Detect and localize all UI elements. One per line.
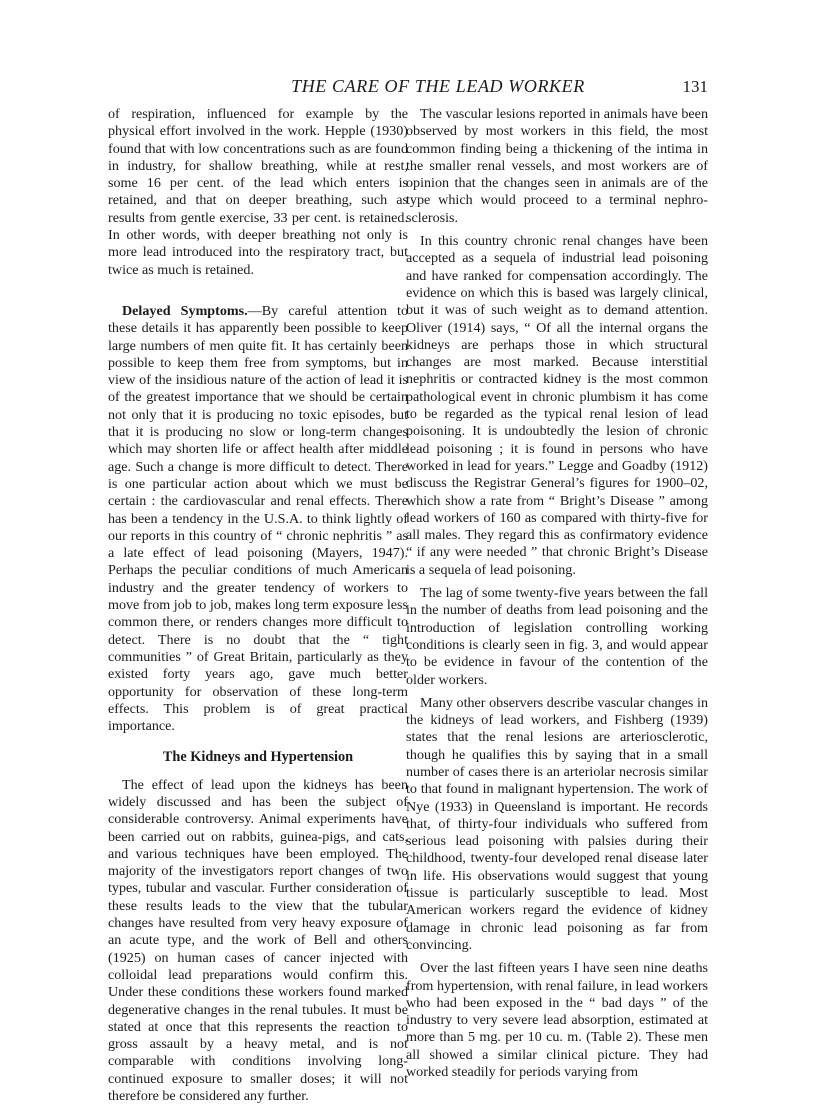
paragraph-gap [108, 289, 408, 303]
paragraph-chronic-renal-changes: In this country chronic renal changes have been accepted as a sequela of industrial lead poisoning and have ranked for compensation accordingly. The evidence on which this is based was largely clinical, but it was of such weight as to demand attention. Oliver (1914) says, “ Of all the internal organs the kidneys are perhaps those in which structural changes are most marked. Because interstitial nephritis or contracted kidney is the most common pathological event in chronic plumbism it has come to be regarded as the typical renal lesion of lead poisoning. It is undoubtedly the lesion of chronic lead poisoning ; it is found in persons who have worked in lead for years.” Legge and Goadby (1912) discuss the Registrar General’s figures for 1900–02, which show a rate from “ Bright’s Disease ” among lead workers of 160 as compared with thirty-five for all males. They regard this as confirmatory evidence “ if any were needed ” that chronic Bright’s Disease is a sequela of lead poisoning. [406, 233, 708, 578]
paragraph-nine-deaths: Over the last fifteen years I have seen nine deaths from hypertension, with renal failure, in lead workers who had been exposed in the “ bad days ” of the industry to very severe lead absorption, estimated at more than 5 mg. per 10 cu. m. (Table 2). These men all showed a similar clinical picture. They had worked steadily for periods varying from [406, 960, 708, 1081]
delayed-symptoms-text: —By careful attention to these details it has apparently been possible to keep large numbers of men quite fit. It has certainly been possible to keep them free from symptoms, but in view of the insidious nature of the action of lead it is of the greatest importance that we should be certain not only that it is producing no toxic episodes, but that it is producing no slow or long-term changes which may shorten life or affect health after middle age. Such a change is more difficult to detect. There is one particular action about which we must be certain : the cardiovascular and renal effects. There has been a tendency in the U.S.A. to think lightly of our reports in this country of “ chronic nephritis ” as a late effect of lead poisoning (Mayers, 1947). Perhaps the peculiar conditions of much American industry and the greater tendency of workers to move from job to job, makes long term exposure less common there, or renders changes more difficult to detect. There is no doubt that the “ tight communities ” of Great Britain, particularly as they existed forty years ago, gave much better opportunity for observation of these long-term effects. This problem is of great practical importance. [108, 302, 408, 735]
run-in-heading-delayed-symptoms: Delayed Symptoms. [122, 302, 248, 319]
left-column [108, 106, 408, 1115]
paragraph-vascular-lesions: The vascular lesions reported in animals have been observed by most workers in this field, the most common finding being a thickening of the intima in the smaller renal vessels, and most workers are of opinion that the changes seen in animals are of the type which would proceed to a terminal nephro-sclerosis. [406, 106, 708, 226]
paragraph-kidneys-effect: The effect of lead upon the kidneys has been widely discussed and has been the subject of considerable controversy. Animal experiments have been carried out on rabbits, guinea-pigs, and cats, and various techniques have been employed. The majority of the investigators report changes of two types, tubular and vascular. Further consideration of these results leads to the view that the tubular changes have resulted from very heavy exposure of an acute type, and the work of Bell and others (1925) on human cases of cancer injected with colloidal lead preparations would confirm this. Under these conditions these workers found marked degenerative changes in the renal tubules. It must be stated at once that this represents the reaction to gross assault by a heavy metal, and is not comparable with conditions involving long-continued exposure to smaller doses; it will not therefore be considered any further. [108, 776, 408, 1105]
paragraph-respiration: of respiration, influenced for example by the physical effort involved in the work. Hepple (1930) found that with low concentrations such as are found in industry, for shallow breathing, while at rest, some 16 per cent. of the lead which enters is retained, and that on deeper breathing, such as results from gentle exercise, 33 per cent. is retained. In other words, with deeper breathing not only is more lead introduced into the respiratory tract, but twice as much is retained. [108, 106, 408, 278]
paragraph-lag: The lag of some twenty-five years between the fall in the number of deaths from lead poisoning and the introduction of legislation controlling working conditions is clearly seen in fig. 3, and would appear to be evidence in favour of the contention of the older workers. [406, 585, 708, 688]
page-number: 131 [682, 77, 708, 96]
right-column [406, 106, 708, 1087]
running-title: THE CARE OF THE LEAD WORKER [291, 76, 585, 96]
paragraph-other-observers: Many other observers describe vascular changes in the kidneys of lead workers, and Fishberg (1939) states that the renal lesions are arteriosclerotic, though he qualifies this by saying that in a small number of cases there is an arteriolar necrosis similar to that found in malignant hypertension. The work of Nye (1933) in Queensland is important. He records that, of thirty-four individuals who suffered from serious lead poisoning with palsies during their childhood, twenty-four developed renal disease later in life. His observations would suggest that young tissue is particularly susceptible to lead. Most American workers regard the evidence of kidney damage in chronic lead poisoning as far from convincing. [406, 694, 708, 953]
section-heading-kidneys-hypertension: The Kidneys and Hypertension [162, 749, 354, 766]
running-head [108, 76, 708, 102]
paragraph-delayed-symptoms [108, 303, 408, 735]
